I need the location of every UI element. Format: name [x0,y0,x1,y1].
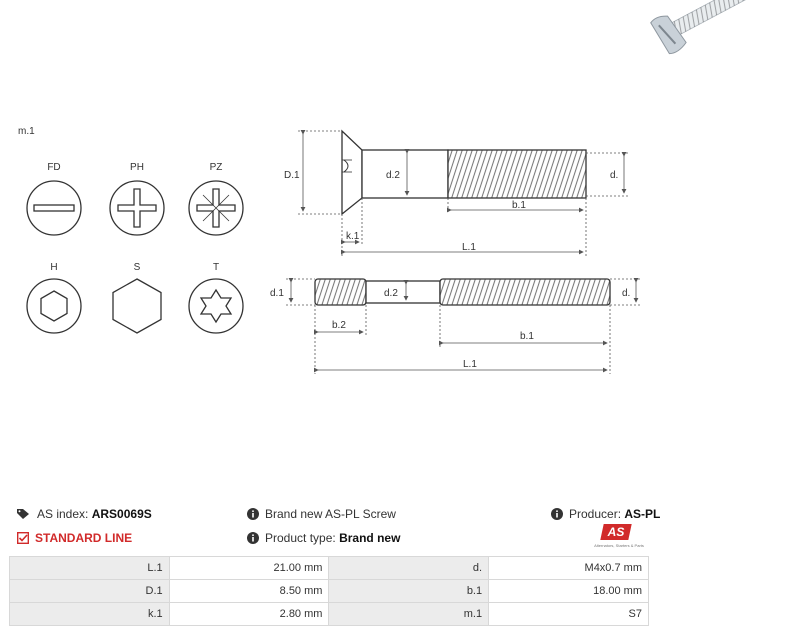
spec-key: m.1 [329,603,489,626]
spec-key: D.1 [10,580,170,603]
countersunk-screw-drawing [342,131,586,214]
spec-table [9,556,649,626]
spec-value: M4x0.7 mm [489,557,649,580]
spec-value: 2.80 mm [169,603,329,626]
pozidriv-drive-icon [189,181,243,235]
slot-drive-icon [27,181,81,235]
spec-value: 18.00 mm [489,580,649,603]
info-circle-icon [247,532,259,544]
spec-key: L.1 [10,557,170,580]
as-index-value: ARS0069S [91,507,152,521]
dim-label-b1-bottom: b.1 [520,331,534,342]
dim-label-d-bottom: d. [622,288,631,299]
hex-head-drive-icon [113,279,161,333]
as-index [17,507,152,521]
spec-value: 8.50 mm [169,580,329,603]
product-type-value: Brand new [339,531,401,545]
as-pl-logo [586,524,652,552]
dim-label-d-top: d. [610,170,619,181]
dim-label-k1: k.1 [346,231,360,242]
tags-icon [17,508,31,520]
logo-mark: AS [607,525,625,539]
dim-label-d2-top: d.2 [386,170,400,181]
spec-value: S7 [489,603,649,626]
drive-label-ph: PH [130,162,144,173]
product-description [247,507,396,521]
spec-key: b.1 [329,580,489,603]
phillips-drive-icon [110,181,164,235]
producer-value: AS-PL [624,507,661,521]
dim-label-L1-top: L.1 [462,242,476,253]
drive-label-pz: PZ [209,162,223,173]
product-line-label: STANDARD LINE [35,531,133,545]
logo-tagline: Alternators, Starters & Parts [594,543,644,548]
check-square-icon [17,532,29,544]
table-row [10,557,649,580]
producer-label: Producer: [569,507,622,521]
spec-key: d. [329,557,489,580]
dim-label-d1: d.1 [270,288,284,299]
product-photo [650,0,787,56]
dim-label-d2-bottom: d.2 [384,288,398,299]
product-type [247,531,400,545]
drive-label-s: S [133,262,141,273]
info-circle-icon [247,508,259,520]
torx-drive-icon [189,279,243,333]
product-description-text: Brand new AS-PL Screw [265,507,396,521]
dim-label-L1-bottom: L.1 [463,359,477,370]
dim-label-D1: D.1 [284,170,300,181]
spec-key: k.1 [10,603,170,626]
producer [551,507,660,521]
stud-drawing [315,279,610,305]
table-row [10,580,649,603]
as-index-label: AS index: [37,507,89,521]
product-line [17,531,132,545]
hex-socket-drive-icon [27,279,81,333]
spec-value: 21.00 mm [169,557,329,580]
table-row [10,603,649,626]
info-circle-icon [551,508,563,520]
product-type-label: Product type: [265,531,336,545]
drive-label-t: T [212,262,220,273]
dim-label-b2: b.2 [332,320,346,331]
drive-section-label: m.1 [18,126,35,137]
dim-label-b1-top: b.1 [512,200,526,211]
drive-label-h: H [50,262,58,273]
drive-label-fd: FD [47,162,61,173]
